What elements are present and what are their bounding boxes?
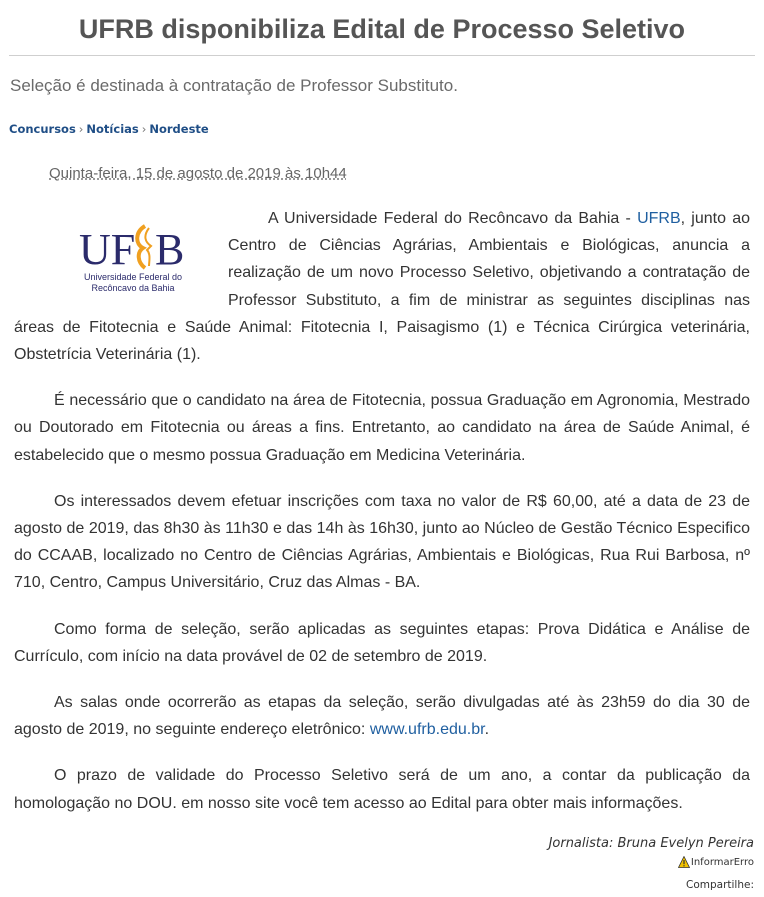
logo-caption [84, 272, 182, 294]
svg-text:B [155, 225, 184, 270]
article-body [14, 205, 750, 836]
logo-wordmark-right: B [155, 225, 185, 270]
paragraph-1-text-cont: , junto ao Centro de Ciências Agrárias, Ambientais e Biológicas, anuncia a realização de um novo Processo Seletivo, objetivando a contratação de Professor Substituto, a fim de ministrar as seguintes disciplinas nas áreas de Fitotecnia e Saúde Animal: Fitotecnia I, Paisagismo (1) e Técnica Cirúrgica veterinária, Obstetrícia Veterinária (1). [14, 210, 750, 364]
report-error-label: InformarErro [690, 856, 754, 868]
logo-profile-line [145, 228, 151, 266]
warning-icon [678, 856, 690, 868]
article-title: UFRB disponibiliza Edital de Processo Seletivo [78, 14, 686, 44]
paragraph-5-text-cont: . [484, 721, 490, 739]
logo-profile-shape [137, 226, 145, 268]
paragraph-6: O prazo de validade do Processo Seletivo será de um ano, a contar da publicação da homologação no DOU. em nosso site você tem acesso ao Edital para obter mais informações. [14, 767, 750, 812]
journalist-byline: Jornalista: Bruna Evelyn Pereira [548, 836, 754, 851]
breadcrumb-concursos[interactable]: Concursos [9, 122, 76, 136]
paragraph-1-text: A Universidade Federal do Recôncavo da Bahia - [268, 210, 638, 227]
breadcrumb [9, 122, 209, 136]
breadcrumb-separator: › [141, 122, 147, 136]
breadcrumb-nordeste[interactable]: Nordeste [149, 122, 209, 136]
paragraph-5 [14, 689, 750, 743]
logo-wordmark-left: UF [79, 225, 136, 270]
logo-caption-line2: Recôncavo da Bahia [91, 283, 175, 293]
paragraph-5-text: As salas onde ocorrerão as etapas da seleção, serão divulgadas até às 23h59 do dia 30 de agosto de 2019, no seguinte endereço eletrônico: [14, 694, 750, 739]
breadcrumb-noticias[interactable]: Notícias [86, 122, 139, 136]
paragraph-4: Como forma de seleção, serão aplicadas as seguintes etapas: Prova Didática e Análise de Currículo, com início na data provável de 02 de setembro de 2019. [14, 620, 750, 665]
ufrb-logo [58, 208, 208, 308]
ufrb-link[interactable]: UFRB [637, 210, 681, 227]
publication-date: Quinta-feira, 15 de agosto de 2019 às 10h44 [49, 165, 347, 182]
ufrb-site-link[interactable]: www.ufrb.edu.br [369, 721, 485, 739]
paragraph-3: Os interessados devem efetuar inscrições com taxa no valor de R$ 60,00, até a data de 23 de agosto de 2019, das 8h30 às 11h30 e das 14h às 16h30, junto ao Núcleo de Gestão Técnico Especifico do CCAAB, localizado no Centro de Ciências Agrárias, Ambientais e Biológicas, Rua Rui Barbosa, nº 710, Centro, Campus Universitário, Cruz das Almas - BA. [14, 492, 750, 592]
paragraph-2: É necessário que o candidato na área de Fitotecnia, possua Graduação em Agronomia, Mestrado ou Doutorado em Fitotecnia ou áreas a fins. Entretanto, ao candidato na área de Saúde Animal, é estabelecido que o mesmo possua Graduação em Medicina Veterinária. [14, 392, 750, 464]
logo-caption-line1: Universidade Federal do [83, 272, 183, 282]
article-subtitle: Seleção é destinada à contratação de Professor Substituto. [10, 76, 458, 95]
share-label: Compartilhe: [685, 879, 754, 891]
ufrb-logo-mark [79, 222, 187, 270]
title-divider [9, 55, 755, 56]
svg-text:UF [79, 225, 135, 270]
report-error-link[interactable] [678, 856, 754, 868]
breadcrumb-separator: › [78, 122, 84, 136]
